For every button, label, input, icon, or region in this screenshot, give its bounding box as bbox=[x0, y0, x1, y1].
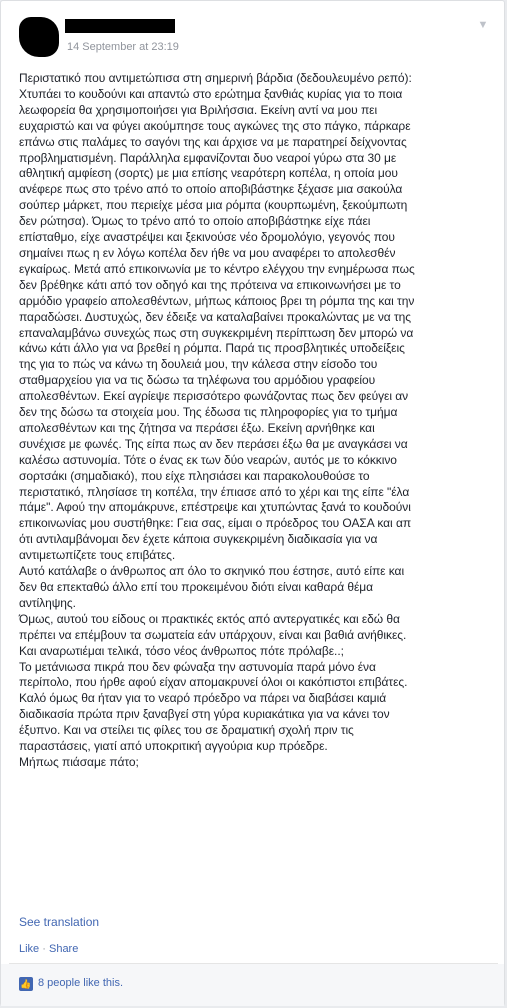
likes-summary bbox=[1, 964, 504, 1006]
post-actions bbox=[19, 943, 78, 955]
chevron-down-icon[interactable]: ▼ bbox=[477, 19, 489, 31]
post-timestamp[interactable]: 14 September at 23:19 bbox=[67, 41, 179, 53]
action-separator: · bbox=[42, 943, 46, 955]
post-body: Περιστατικό που αντιμετώπισα στη σημερινή βάρδια (δεδουλευμένο ρεπό): Χτυπάει το κουδούνι και απαντώ στο ερώτημα ξανθιάς κυρίας για το ποια λεωφορεία θα χρησιμοποιήσει για Βριλήσσια. Εκείνη αντί να μου πει ευχαριστώ και να φύγει ακούμπησε τους αγκώνες της στο πάγκο, πάρκαρε επάνω στις παλάμες το σαγόνι της και άρχισε να με παρατηρεί δείχνοντας προβληματισμένη. Παράλληλα εμφανίζονται δυο νεαροί γύρω στα 30 με αθλητική αμφίεση (σορτς) με μια επίσης νεαρότερη κοπέλα, η οποία μου ανέφερε πως στο τρένο από το οποίο αποβιβάστηκε ξέχασε μια σακούλα σούπερ μάρκετ, που περιείχε μέσα μια ρόμπα (κουρπωμένη, ξεκούμπωτη δεν ρώτησα). Όμως το τρένο από το οποίο αποβιβάστηκε είχε πάει επίσταθμο, είχε αναστρέψει και ξεκινούσε νέο δρομολόγιο, γεγονός που σημαίνει πως η εν λόγω κοπέλα δεν ήθε να μου αναφέρει το απολεσθέν εγκαίρως. Μετά από επικοινωνία με το κέντρο ελέγχου την ενημέρωσα πως δεν βρέθηκε κάτι από τον οδηγό και της πρότεινα να επικοινωνήσει με το αρμόδιο γραφείο απολεσθέντων, μήπως κάποιος βρει τη ρόμπα της και την παραδώσει. Δυστυχώς, δεν έδειξε να καταλαβαίνει προκαλώντας με να της επαναλαμβάνω συνεχώς πως στη συγκεκριμένη περίπτωση δεν μπορώ να κάνω κάτι άλλο για να βρεθεί η ρόμπα. Παρά τις προσβλητικές υποδείξεις της για το πώς να κάνω τη δουλειά μου, την κάλεσα στην είσοδο του σταθμαρχείου για να τις δώσω τα τηλέφωνα του αρμόδιου γραφείου απολεσθέντων. Εκεί αγρίεψε περισσότερο φωνάζοντας πως δεν φεύγει αν δεν της δώσω τα στοιχεία μου. Της έδωσα τις πληροφορίες για το τμήμα απολεσθέντων και της ζήτησα να περάσει έξω. Εκείνη αρνήθηκε και συνέχισε με φωνές. Της είπα πως αν δεν περάσει έξω θα με αναγκάσει να καλέσω αστυνομία. Τότε ο ένας εκ των δύο νεαρών, αυτός με το κόκκινο σορτσάκι (σημαδιακό), που είχε πλησιάσει και παρακολουθούσε το περιστατικό, πλησίασε τη κοπέλα, την έπιασε από το χέρι και της είπε "έλα πάμε". Αφού την απομάκρυνε, επέστρεψε και χτυπώντας ξανά το κουδούνι επικοινωνίας μου συστήθηκε: Γεια σας, είμαι ο πρόεδρος του ΟΑΣΑ και απ ότι αντιλαμβάνομαι δεν έχετε κάποια συγκεκριμένη διαδικασία για να αντιμετωπίζετε τους επιβάτες. Αυτό κατάλαβε ο άνθρωπος απ όλο το σκηνικό που έστησε, αυτό είπε και δεν θα επεκταθώ άλλο επί του προκειμένου διότι είναι καθαρά θέμα αντίληψης. Όμως, αυτού του είδους οι πρακτικές εκτός από αντεργατικές και εδώ θα πρέπει να επέμβουν τα σωματεία εάν υπάρχουν, είναι και βαθιά ανήθικες. Και αναρωτιέμαι τελικά, τόσο νέος άνθρωπος πότε πρόλαβε..; Το μετάνιωσα πικρά που δεν φώναξα την αστυνομία παρά μόνο ένα περίπολο, που ήρθε αφού είχαν απομακρυνεί όλοι οι κακόπιστοι επιβάτες. Καλό όμως θα ήταν για το νεαρό πρόεδρο να πάρει να διαβάσει καμιά διαδικασία πρώτα πριν ξαναβγεί στη γύρα κυριακάτικα για να κάνει τον έξυπνο. Και να στείλει τις φίλες του σε δραματική σχολή πριν τις παραστάσεις, γιατί από υποκριτική αγγούρια κυρ πρόεδρε. Μήπως πιάσαμε πάτο; bbox=[19, 71, 415, 769]
share-link[interactable]: Share bbox=[48, 943, 79, 955]
thumbs-up-icon: 👍 bbox=[20, 979, 32, 989]
author-name-redacted[interactable] bbox=[65, 19, 175, 33]
likes-count-link[interactable]: 8 people like this. bbox=[38, 977, 123, 989]
avatar[interactable] bbox=[19, 17, 59, 57]
like-link[interactable]: Like bbox=[19, 943, 40, 955]
see-translation-link[interactable]: See translation bbox=[19, 915, 100, 929]
